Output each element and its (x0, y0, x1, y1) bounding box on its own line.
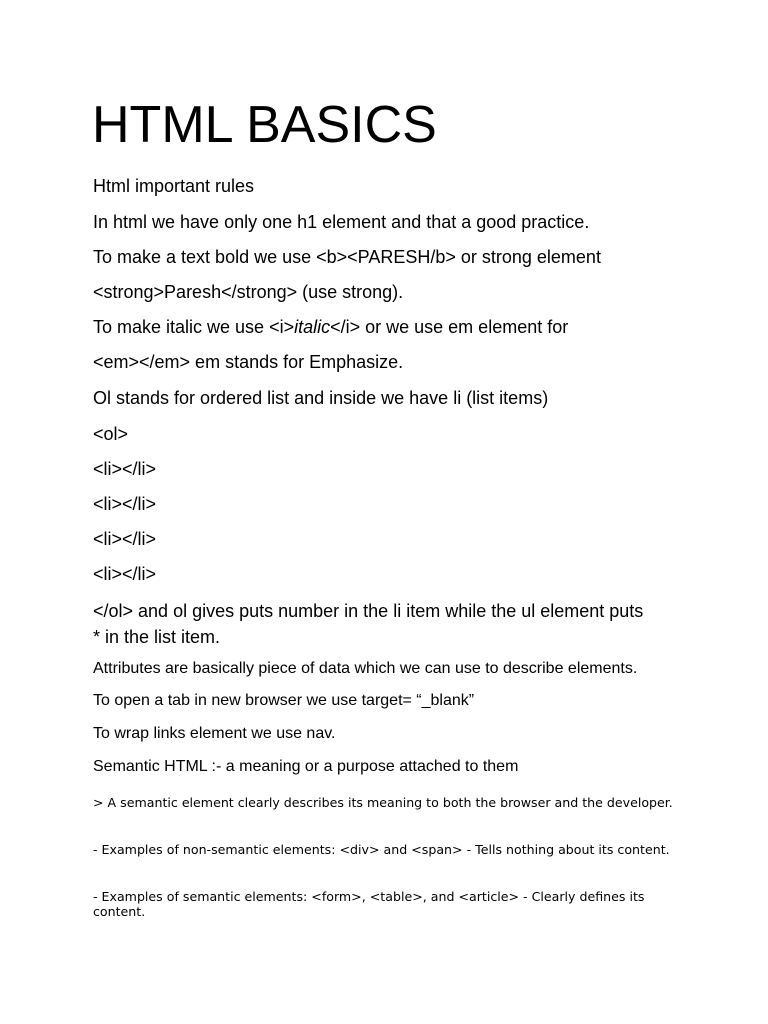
attributes-rule-line: Attributes are basically piece of data which we can use to describe elements. (93, 660, 638, 677)
rules-heading: Html important rules (93, 176, 255, 196)
semantic-heading-line: Semantic HTML :- a meaning or a purpose attached to them (93, 758, 519, 775)
bold-rule-line: To make a text bold we use <b><PARESH/b> or strong element (93, 247, 601, 267)
semantic-examples: - Examples of semantic elements: <form>, <table>, and <article> - Clearly defines its content. (93, 889, 645, 919)
li-line-2: <li></li> (93, 494, 157, 514)
semantic-definition: > A semantic element clearly describes its meaning to both the browser and the developer. (93, 795, 673, 810)
page-title: HTML BASICS (92, 96, 437, 154)
italic-rule-line (93, 315, 568, 339)
em-rule-line: <em></em> em stands for Emphasize. (93, 352, 404, 372)
target-rule-line: To open a tab in new browser we use target= “_blank” (93, 692, 475, 709)
li-line-4: <li></li> (93, 564, 157, 584)
ol-open-line: <ol> (93, 424, 129, 444)
ol-close-paragraph: </ol> and ol gives puts number in the li item while the ul element puts * in the list item. (93, 601, 644, 647)
ol-rule-line: Ol stands for ordered list and inside we have li (list items) (93, 388, 549, 408)
non-semantic-examples: - Examples of non-semantic elements: <div> and <span> - Tells nothing about its content. (93, 842, 670, 857)
nav-rule-line: To wrap links element we use nav. (93, 725, 336, 742)
strong-rule-line: <strong>Paresh</strong> (use strong). (93, 282, 404, 302)
italic-rule-prefix: To make italic we use <i> (93, 317, 295, 337)
li-line-3: <li></li> (93, 529, 157, 549)
h1-rule-line: In html we have only one h1 element and that a good practice. (93, 212, 590, 232)
italic-rule-suffix: </i> or we use em element for (330, 317, 569, 337)
li-line-1: <li></li> (93, 459, 157, 479)
italic-word: italic (294, 317, 331, 337)
